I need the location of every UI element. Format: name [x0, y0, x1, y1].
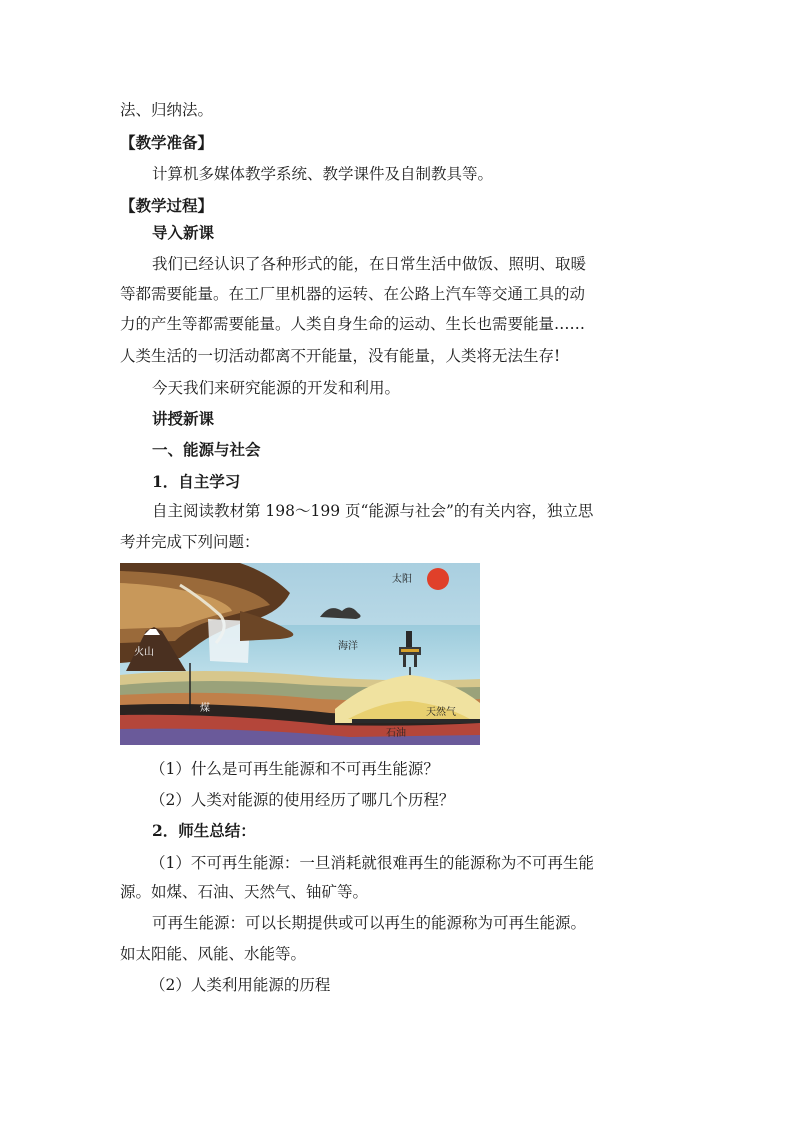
text-line: 力的产生等都需要能量。人类自身生命的运动、生长也需要能量…… — [120, 315, 586, 333]
text-line: 人类生活的一切活动都离不开能量，没有能量，人类将无法生存! — [120, 347, 561, 365]
text-line: 考并完成下列问题： — [120, 533, 260, 551]
text-line: 法、归纳法。 — [120, 101, 214, 119]
section-heading-preparation: 【教学准备】 — [120, 133, 214, 152]
text-line: 我们已经认识了各种形式的能，在日常生活中做饭、照明、取暖 — [152, 255, 587, 273]
subsection-summary: 2．师生总结： — [152, 821, 256, 840]
text-line: 可再生能源：可以长期提供或可以再生的能源称为可再生能源。 — [152, 914, 587, 932]
text-line: 等都需要能量。在工厂里机器的运转、在公路上汽车等交通工具的动 — [120, 285, 586, 303]
energy-sources-illustration — [120, 563, 480, 745]
subheading-intro: 导入新课 — [152, 223, 215, 242]
text-line: 如太阳能、风能、水能等。 — [120, 945, 307, 963]
label-sun: 太阳 — [392, 574, 412, 585]
label-ocean: 海洋 — [338, 641, 358, 652]
text-line: 计算机多媒体教学系统、教学课件及自制教具等。 — [152, 165, 494, 183]
question-1: （1）什么是可再生能源和不可再生能源？ — [150, 760, 439, 778]
text-line: （2）人类利用能源的历程 — [150, 976, 331, 994]
label-natural-gas: 天然气 — [426, 707, 456, 718]
label-volcano: 火山 — [134, 647, 154, 658]
question-2: （2）人类对能源的使用经历了哪几个历程？ — [150, 791, 455, 809]
label-coal: 煤 — [200, 703, 210, 714]
text-line: （1）不可再生能源：一旦消耗就很难再生的能源称为不可再生能 — [150, 854, 594, 872]
label-oil: 石油 — [386, 728, 406, 739]
text-line: 源。如煤、石油、天然气、铀矿等。 — [120, 883, 369, 901]
section-heading-process: 【教学过程】 — [120, 196, 214, 215]
section-title-energy-society: 一、能源与社会 — [152, 440, 261, 459]
subsection-self-study: 1．自主学习 — [152, 472, 241, 491]
sun-icon — [427, 568, 449, 590]
text-line: 今天我们来研究能源的开发和利用。 — [152, 379, 401, 397]
text-line: 自主阅读教材第 198～199 页“能源与社会”的有关内容，独立思 — [152, 502, 594, 520]
subheading-new-lesson: 讲授新课 — [152, 409, 215, 428]
